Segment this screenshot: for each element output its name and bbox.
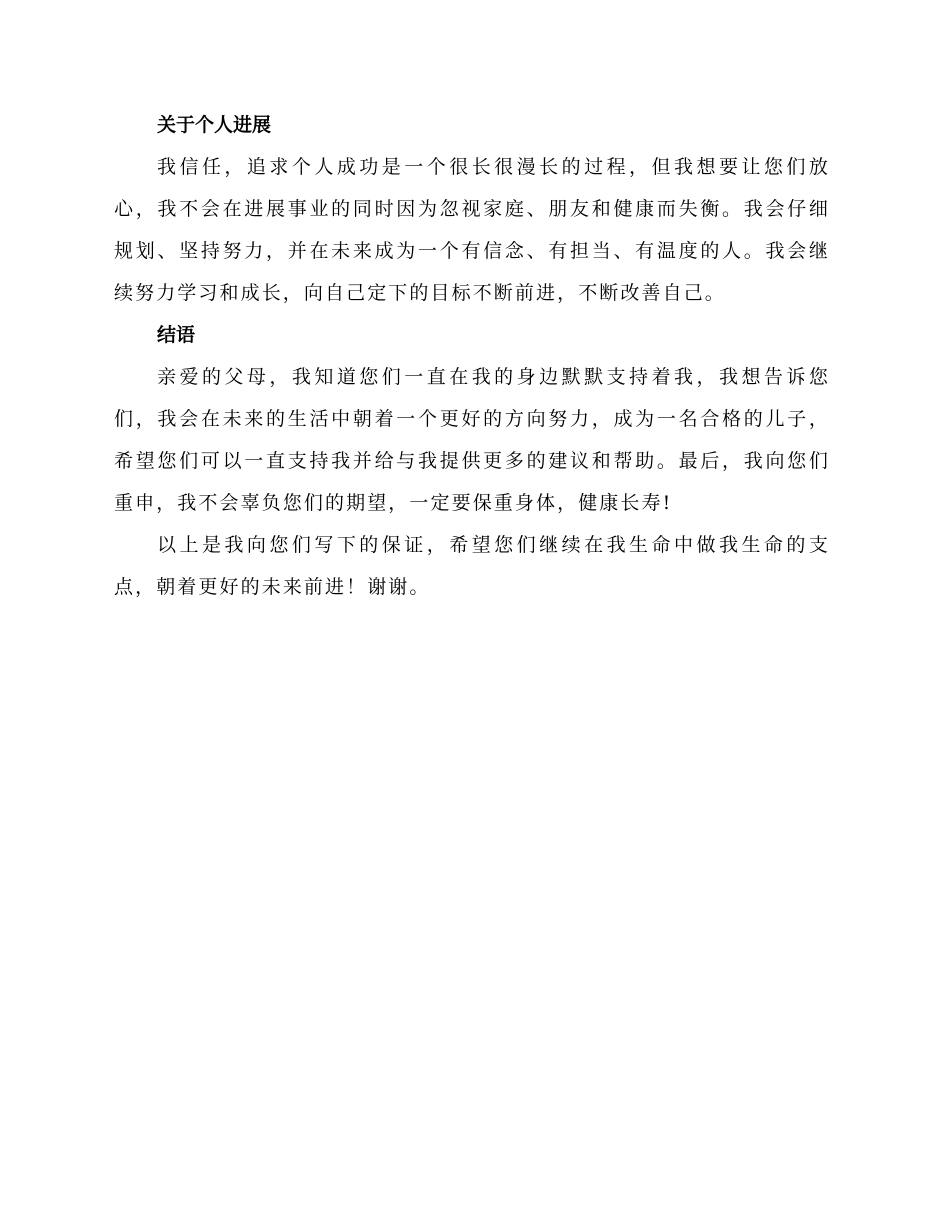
paragraph-personal-progress: 我信任，追求个人成功是一个很长很漫长的过程，但我想要让您们放心，我不会在进展事业的同时因为忽视家庭、朋友和健康而失衡。我会仔细规划、坚持努力，并在未来成为一个有信念、有担当、有温度的人。我会继续努力学习和成长，向自己定下的目标不断前进，不断改善自己。 <box>114 156 830 304</box>
document-page <box>114 104 830 608</box>
paragraph-conclusion: 亲爱的父母，我知道您们一直在我的身边默默支持着我，我想告诉您们，我会在未来的生活中朝着一个更好的方向努力，成为一名合格的儿子，希望您们可以一直支持我并给与我提供更多的建议和帮助。最后，我向您们重申，我不会辜负您们的期望，一定要保重身体，健康长寿! <box>114 366 830 514</box>
section-heading-conclusion: 结语 <box>157 324 196 346</box>
section-heading-personal-progress: 关于个人进展 <box>157 114 272 136</box>
paragraph-closing: 以上是我向您们写下的保证，希望您们继续在我生命中做我生命的支点，朝着更好的未来前进！谢谢。 <box>114 534 830 598</box>
